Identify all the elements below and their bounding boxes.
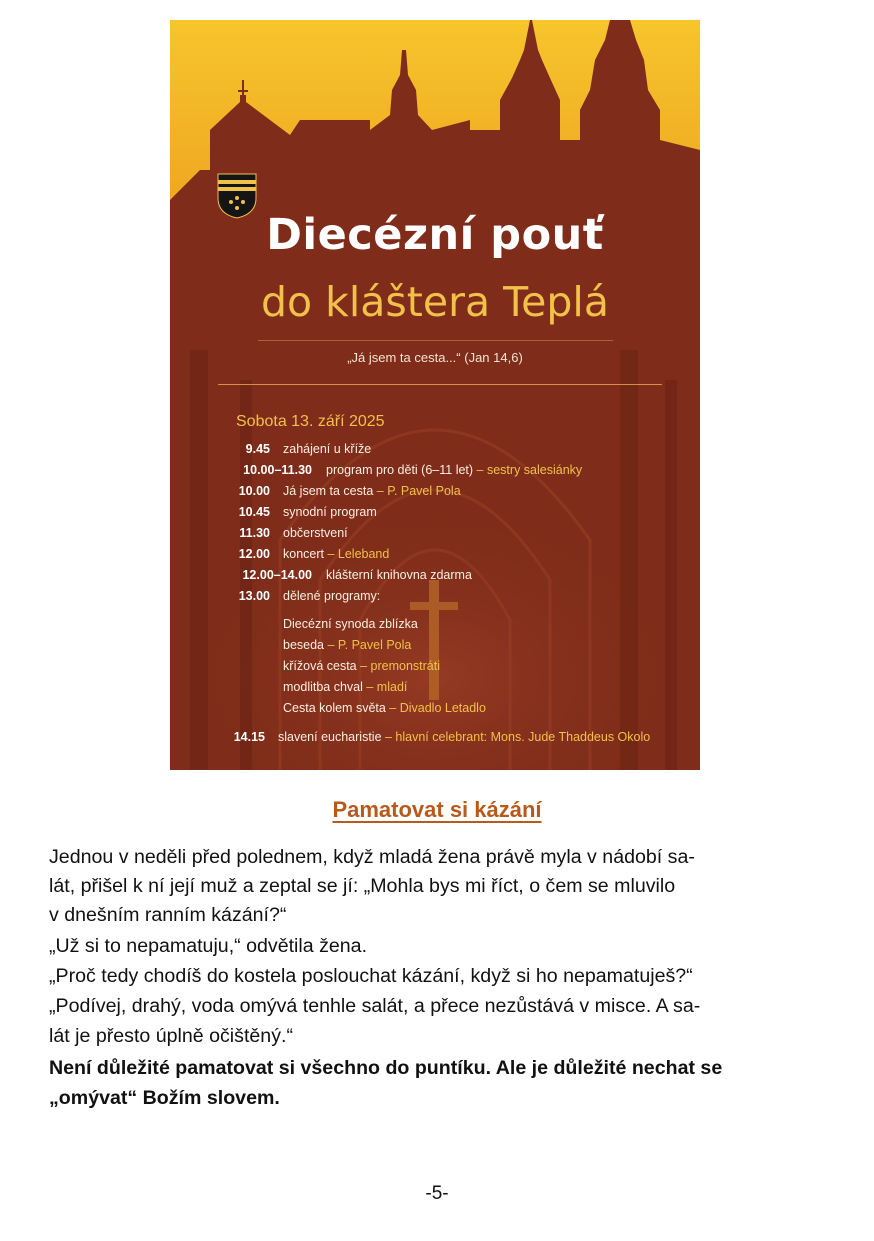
pilgrimage-poster: [170, 20, 700, 770]
schedule-text: Já jsem ta cesta: [283, 484, 374, 498]
article-conclusion-line: „omývat“ Božím slovem.: [49, 1087, 280, 1109]
article-line: v dnešním ranním kázání?“: [49, 904, 287, 926]
schedule-text: klášterní knihovna zdarma: [326, 568, 472, 582]
sub-program-text: křížová cesta: [283, 659, 357, 673]
sub-program-highlight: – premonstráti: [356, 659, 441, 673]
sub-program-text: beseda: [283, 638, 325, 652]
page-number: -5-: [425, 1183, 449, 1204]
sub-program-highlight: – mladí: [362, 680, 408, 694]
church-silhouette-illustration: [170, 20, 700, 770]
schedule-text: slavení eucharistie: [278, 730, 382, 744]
divider: [218, 384, 662, 385]
schedule-time: 13.00: [238, 589, 270, 603]
sub-program-row: [283, 659, 440, 673]
schedule-time: 14.15: [233, 730, 265, 744]
sub-program-highlight: – P. Pavel Pola: [324, 638, 412, 652]
article-conclusion-line: Není důležité pamatovat si všechno do puntíku. Ale je důležité nechat se: [49, 1057, 723, 1079]
schedule-time: 9.45: [245, 442, 270, 456]
schedule-time: 12.00: [238, 547, 270, 561]
article-line: „Proč tedy chodíš do kostela poslouchat kázání, když si ho nepamatuješ?“: [49, 965, 693, 987]
poster-subtitle: do kláštera Teplá: [261, 278, 609, 326]
schedule-text: synodní program: [283, 505, 377, 519]
article-line: lát je přesto úplně očištěný.“: [49, 1025, 293, 1047]
divider: [258, 340, 613, 341]
sub-program-row: [283, 680, 407, 694]
schedule-highlight: – P. Pavel Pola: [373, 484, 461, 498]
schedule-text: občerstvení: [283, 526, 348, 540]
sub-program-highlight: – Divadlo Letadlo: [385, 701, 486, 715]
schedule-time: 12.00–14.00: [242, 568, 312, 582]
article-line: „Podívej, drahý, voda omývá tenhle salát, a přece nezůstává v misce. A sa-: [49, 995, 701, 1017]
schedule-text: dělené programy:: [283, 589, 381, 603]
article-line: lát, přišel k ní její muž a zeptal se jí: „Mohla bys mi říct, o čem se mluvilo: [49, 875, 676, 897]
sub-program-text: Cesta kolem světa: [283, 701, 386, 715]
event-date: Sobota 13. září 2025: [236, 413, 385, 430]
sub-program-text: modlitba chval: [283, 680, 363, 694]
sub-program-text: Diecézní synoda zblízka: [283, 617, 418, 631]
schedule-text: zahájení u kříže: [283, 442, 372, 456]
article-line: „Už si to nepamatuju,“ odvětila žena.: [49, 935, 368, 957]
sub-program-row: [283, 701, 486, 715]
schedule-time: 10.00: [238, 484, 270, 498]
schedule-time: 11.30: [239, 526, 270, 540]
poster-quote: „Já jsem ta cesta...“ (Jan 14,6): [347, 350, 523, 365]
article-heading: Pamatovat si kázání: [332, 797, 542, 822]
schedule-text: koncert: [283, 547, 324, 561]
schedule-highlight: – hlavní celebrant: Mons. Jude Thaddeus Okolo: [381, 730, 651, 744]
schedule-time: 10.45: [238, 505, 270, 519]
sub-program-row: [283, 638, 411, 652]
schedule-highlight: – Leleband: [324, 547, 390, 561]
sub-program-row: [283, 617, 418, 631]
schedule-time: 10.00–11.30: [243, 463, 312, 477]
schedule-highlight: – sestry salesiánky: [473, 463, 583, 477]
schedule-text: program pro děti (6–11 let): [326, 463, 474, 477]
article-line: Jednou v neděli před polednem, když mladá žena právě myla v nádobí sa-: [49, 846, 695, 868]
poster-title: Diecézní pouť: [266, 210, 604, 260]
